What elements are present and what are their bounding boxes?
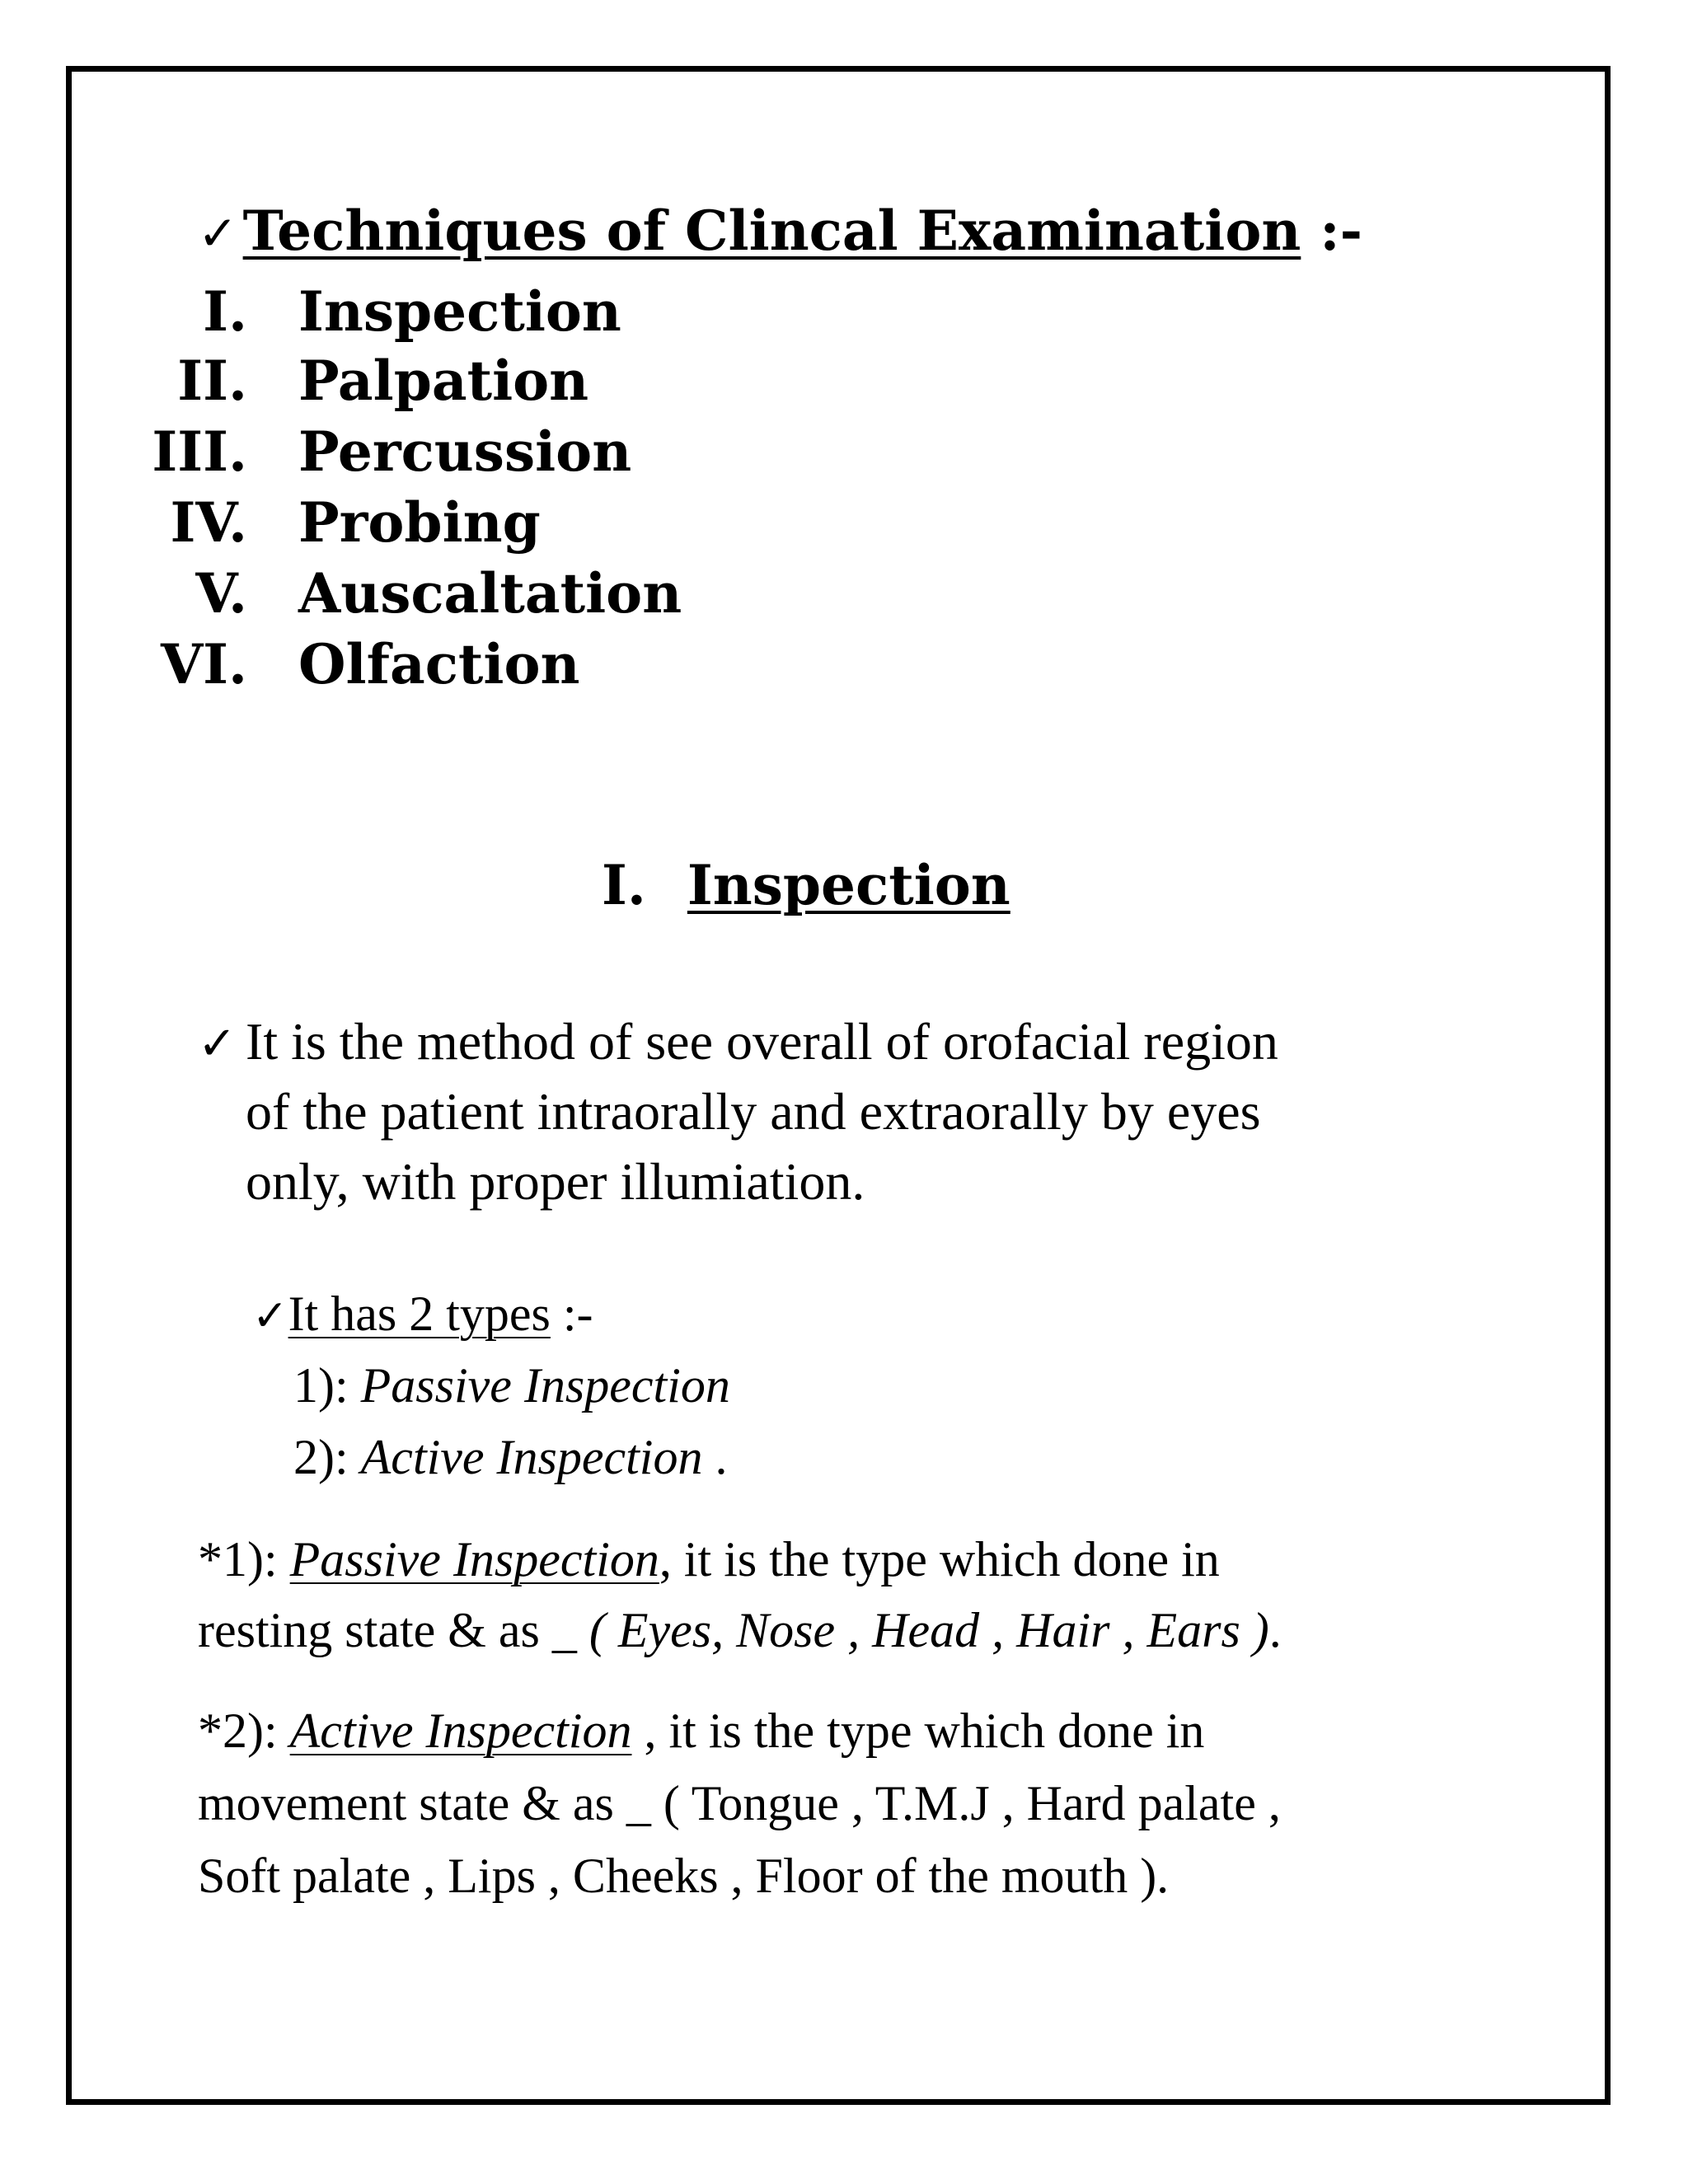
active-rest: , it is the type which done in [631, 1704, 1205, 1758]
technique-number: VI. [160, 632, 247, 696]
active-line: movement state & as _ ( Tongue , T.M.J , Hard palate , [198, 1776, 1281, 1830]
section-number: I. [602, 853, 646, 917]
technique-item [0, 631, 824, 697]
passive-line [198, 1523, 1220, 1596]
types-suffix: :- [550, 1286, 593, 1341]
types-label: It has 2 types [288, 1286, 551, 1341]
technique-item [0, 419, 824, 485]
definition-line: It is the method of see overall of orofacial region [246, 1012, 1278, 1071]
definition-check [198, 1005, 237, 1080]
technique-number: IV. [170, 490, 247, 555]
page-heading [198, 198, 1362, 266]
technique-number: I. [203, 279, 247, 344]
type-label: Passive Inspection [360, 1358, 730, 1413]
checkmark-icon: ✓ [198, 1017, 237, 1071]
technique-number: III. [152, 419, 247, 484]
type-label: Active Inspection [360, 1430, 703, 1484]
checkmark-icon: ✓ [198, 205, 238, 261]
passive-rest: , it is the type which done in [659, 1532, 1220, 1586]
type-number: 2): [293, 1430, 361, 1484]
definition-line: of the patient intraorally and extraorally by eyes [246, 1082, 1261, 1141]
technique-label: Inspection [298, 279, 621, 344]
passive-plain: resting state & as _ [198, 1603, 589, 1657]
active-term: Active Inspection [289, 1704, 632, 1758]
technique-label: Palpation [298, 349, 589, 413]
types-heading [252, 1277, 593, 1352]
passive-prefix: *1): [198, 1532, 290, 1586]
technique-item [0, 348, 824, 414]
technique-label: Probing [298, 490, 541, 555]
type-item [293, 1349, 730, 1422]
technique-item [0, 560, 824, 626]
type-end: . [702, 1430, 728, 1484]
type-item [293, 1421, 727, 1493]
passive-end: . [1268, 1603, 1282, 1657]
technique-item [0, 490, 824, 555]
active-prefix: *2): [198, 1704, 290, 1758]
active-line [198, 1694, 1204, 1767]
section-title [602, 852, 1010, 918]
technique-number: V. [195, 561, 247, 626]
active-line: Soft palate , Lips , Cheeks , Floor of the mouth ). [198, 1849, 1170, 1903]
heading-title: Techniques of Clincal Examination [242, 199, 1301, 263]
technique-label: Percussion [298, 419, 632, 484]
passive-examples: ( Eyes, Nose , Head , Hair , Ears ) [588, 1603, 1269, 1657]
technique-number: II. [177, 349, 247, 413]
technique-item [0, 279, 824, 344]
passive-term: Passive Inspection [289, 1532, 659, 1586]
section-title-text: Inspection [687, 853, 1010, 917]
checkmark-icon: ✓ [252, 1291, 288, 1341]
passive-line [198, 1594, 1282, 1666]
type-number: 1): [293, 1358, 361, 1413]
definition-line: only, with proper illumiation. [246, 1152, 865, 1211]
heading-suffix: :- [1301, 199, 1363, 263]
technique-label: Olfaction [298, 632, 580, 696]
technique-label: Auscaltation [298, 561, 682, 626]
